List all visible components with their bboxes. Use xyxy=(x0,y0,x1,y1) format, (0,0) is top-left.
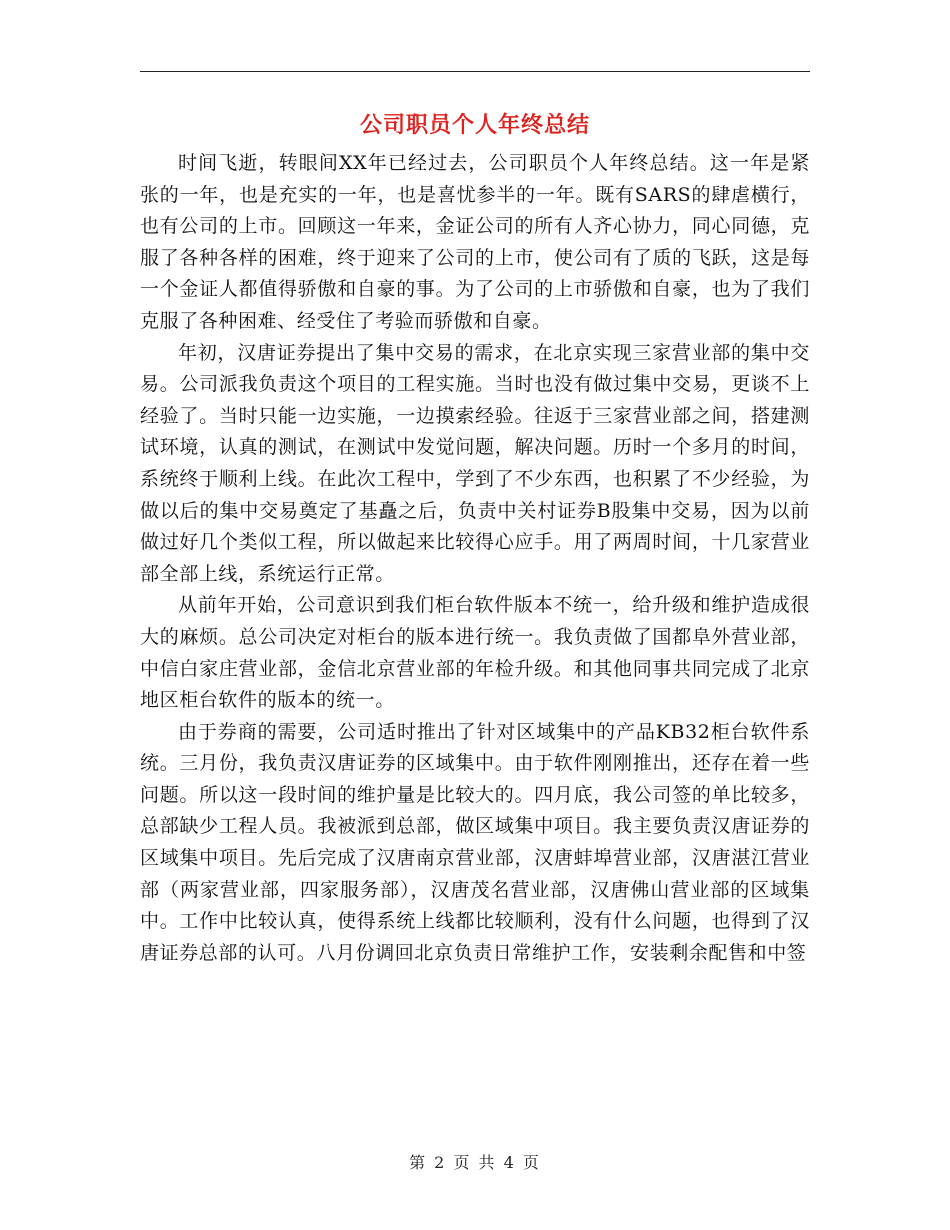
paragraph-1: 时间飞逝，转眼间XX年已经过去，公司职员个人年终总结。这一年是紧张的一年，也是充实的一年，也是喜忧参半的一年。既有SARS的肆虐横行，也有公司的上市。回顾这一年来，金证公司的所有人齐心协力，同心同德，克服了各种各样的困难，终于迎来了公司的上市，使公司有了质的飞跃，这是每一个金证人都值得骄傲和自豪的事。为了公司的上市骄傲和自豪，也为了我们克服了各种困难、经受住了考验而骄傲和自豪。 xyxy=(140,152,810,332)
paragraph-4: 由于券商的需要，公司适时推出了针对区域集中的产品KB32柜台软件系统。三月份，我负责汉唐证券的区域集中。由于软件刚刚推出，还存在着一些问题。所以这一段时间的维护量是比较大的。四月底，我公司签的单比较多，总部缺少工程人员。我被派到总部，做区域集中项目。我主要负责汉唐证券的区域集中项目。先后完成了汉唐南京营业部，汉唐蚌埠营业部，汉唐湛江营业部（两家营业部，四家服务部），汉唐茂名营业部，汉唐佛山营业部的区域集中。工作中比较认真，使得系统上线都比较顺利，没有什么问题，也得到了汉唐证券总部的认可。八月份调回北京负责日常维护工作，安装剩余配售和中签 xyxy=(140,720,810,964)
document-body xyxy=(140,148,810,969)
document-title: 公司职员个人年终总结 xyxy=(359,112,590,138)
header-rule xyxy=(140,71,810,72)
page-number: 第 2 页 共 4 页 xyxy=(409,1153,541,1172)
paragraph-2: 年初，汉唐证券提出了集中交易的需求，在北京实现三家营业部的集中交易。公司派我负责这个项目的工程实施。当时也没有做过集中交易，更谈不上经验了。当时只能一边实施，一边摸索经验。往返于三家营业部之间，搭建测试环境，认真的测试，在测试中发觉问题，解决问题。历时一个多月的时间，系统终于顺利上线。在此次工程中，学到了不少东西，也积累了不少经验，为做以后的集中交易奠定了基矗之后，负责中关村证券B股集中交易，因为以前做过好几个类似工程，所以做起来比较得心应手。用了两周时间，十几家营业部全部上线，系统运行正常。 xyxy=(140,341,810,585)
paragraph-3: 从前年开始，公司意识到我们柜台软件版本不统一，给升级和维护造成很大的麻烦。总公司决定对柜台的版本进行统一。我负责做了国都阜外营业部，中信白家庄营业部，金信北京营业部的年检升级。和其他同事共同完成了北京地区柜台软件的版本的统一。 xyxy=(140,594,810,712)
